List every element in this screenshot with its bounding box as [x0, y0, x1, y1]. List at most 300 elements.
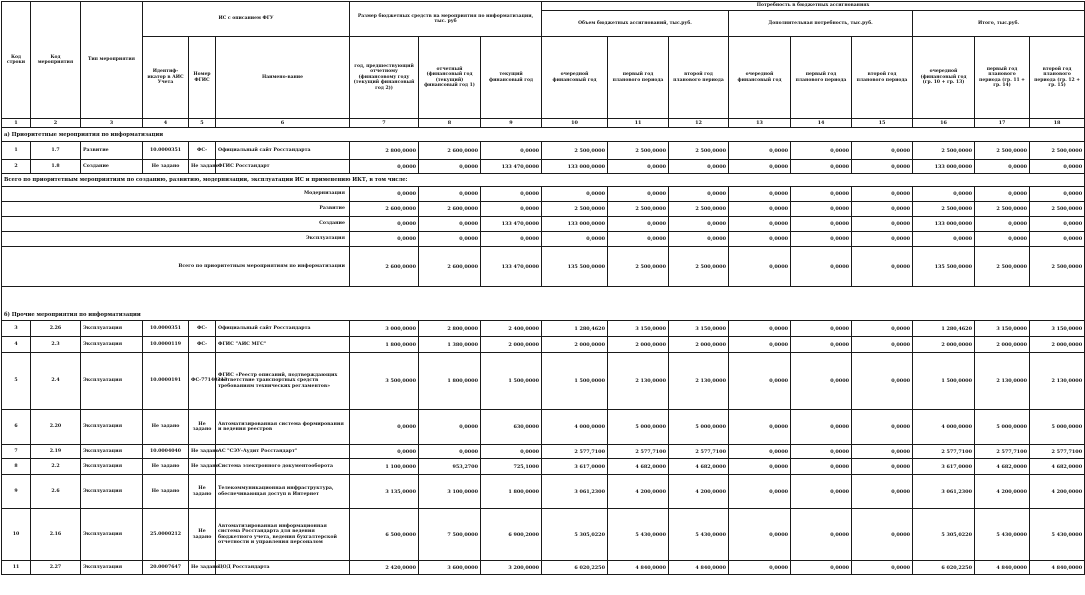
cell-code: 2.2: [31, 459, 81, 475]
cell-value: 4 682,0000: [608, 459, 669, 475]
cell-value: 3 150,0000: [975, 321, 1030, 337]
cell-fgis: Не задано: [189, 459, 216, 475]
cell-row-no: 4: [2, 337, 31, 353]
cell-value: 1 100,0000: [350, 459, 419, 475]
table-row: [2, 337, 1085, 353]
cell-value: 0,0000: [729, 187, 791, 202]
cell-row-no: 11: [2, 561, 31, 575]
table-row: [2, 353, 1085, 410]
cell-value: 2 500,0000: [1030, 142, 1085, 160]
cell-type: Эксплуатация: [81, 353, 143, 410]
cell-value: 0,0000: [791, 509, 852, 561]
cell-value: 1 800,0000: [350, 337, 419, 353]
cell-value: 0,0000: [481, 202, 542, 217]
cell-value: 2 500,0000: [1030, 247, 1085, 287]
table-row: [2, 561, 1085, 575]
header-is-id: Идентиф-икатор в АИС Учета: [143, 37, 189, 119]
cell-value: 0,0000: [481, 232, 542, 247]
cell-name: АС "СЭУ-Аудит Росстандарт": [216, 445, 350, 459]
cell-value: 0,0000: [791, 337, 852, 353]
col-number: 3: [81, 119, 143, 128]
cell-row-no: 2: [2, 160, 31, 174]
cell-value: 3 061,2300: [542, 475, 608, 509]
cell-code: 1.7: [31, 142, 81, 160]
cell-value: 0,0000: [481, 445, 542, 459]
header-general-first: первый год планового периода: [608, 37, 669, 119]
cell-fgis: Не задано: [189, 445, 216, 459]
cell-value: 4 200,0000: [669, 475, 729, 509]
header-row-no: Код строки: [2, 2, 31, 119]
cell-type: Эксплуатация: [81, 321, 143, 337]
cell-value: 133 000,0000: [913, 217, 975, 232]
col-number: 5: [189, 119, 216, 128]
table-row: [2, 445, 1085, 459]
cell-value: 2 577,7100: [1030, 445, 1085, 459]
cell-value: 0,0000: [419, 160, 481, 174]
cell-value: 1 500,0000: [481, 353, 542, 410]
cell-value: 0,0000: [542, 232, 608, 247]
cell-value: 2 577,7100: [608, 445, 669, 459]
header-is-name: Наимено-вание: [216, 37, 350, 119]
cell-type: Эксплуатация: [81, 509, 143, 561]
cell-row-no: 5: [2, 353, 31, 410]
cell-value: 2 600,0000: [350, 202, 419, 217]
cell-type: Создание: [81, 160, 143, 174]
header-is-group: ИС с описанием ФГУ: [143, 2, 350, 37]
cell-value: 0,0000: [481, 187, 542, 202]
cell-id: 25.0000212: [143, 509, 189, 561]
header-total-second: второй год планового периода (гр. 12 + гр. 15): [1030, 37, 1085, 119]
cell-fgis: ФС-: [189, 321, 216, 337]
cell-value: 2 577,7100: [542, 445, 608, 459]
cell-id: 20.0007647: [143, 561, 189, 575]
header-extra-first: первый год планового периода: [791, 37, 852, 119]
cell-value: 1 280,4620: [542, 321, 608, 337]
table-row: [2, 142, 1085, 160]
cell-code: 2.26: [31, 321, 81, 337]
cell-code: 1.8: [31, 160, 81, 174]
col-number: 2: [31, 119, 81, 128]
cell-value: 0,0000: [852, 187, 913, 202]
header-funds-group: Размер бюджетных средств на мероприятия по информатизации, тыс. руб: [350, 2, 542, 37]
cell-value: 0,0000: [729, 353, 791, 410]
cell-value: 2 130,0000: [1030, 353, 1085, 410]
cell-value: 2 600,0000: [419, 247, 481, 287]
header-need-general: Объем бюджетных ассигнований, тыс.руб.: [542, 11, 729, 37]
cell-value: 5 430,0000: [1030, 509, 1085, 561]
col-number: 13: [729, 119, 791, 128]
cell-value: 0,0000: [1030, 187, 1085, 202]
total-label: Всего по приоритетным мероприятиям по информатизации: [2, 247, 350, 287]
header-total-next: очередной (финансовый год (гр. 10 + гр. 13): [913, 37, 975, 119]
header-is-fgis: Номер ФГИС: [189, 37, 216, 119]
col-number: 11: [608, 119, 669, 128]
table-row: [2, 160, 1085, 174]
cell-id: 10.0000351: [143, 321, 189, 337]
cell-name: ФГИС "АИС МГС": [216, 337, 350, 353]
cell-value: 0,0000: [791, 202, 852, 217]
col-number: 7: [350, 119, 419, 128]
cell-value: 0,0000: [975, 232, 1030, 247]
cell-value: 2 500,0000: [669, 247, 729, 287]
header-measure-type: Тип мероприятия: [81, 2, 143, 119]
cell-value: 0,0000: [729, 247, 791, 287]
table-row: [2, 509, 1085, 561]
cell-value: 953,2700: [419, 459, 481, 475]
cell-value: 0,0000: [419, 217, 481, 232]
cell-value: 0,0000: [791, 217, 852, 232]
cell-value: 0,0000: [791, 321, 852, 337]
cell-value: 0,0000: [852, 142, 913, 160]
cell-value: 6 500,0000: [350, 509, 419, 561]
cell-value: 133 000,0000: [913, 160, 975, 174]
cell-value: 0,0000: [791, 410, 852, 445]
cell-value: 0,0000: [852, 509, 913, 561]
cell-value: 2 500,0000: [542, 202, 608, 217]
summary-label: Создание: [2, 217, 350, 232]
cell-name: Официальный сайт Росстандарта: [216, 142, 350, 160]
cell-value: 0,0000: [852, 475, 913, 509]
header-total-first: первый год планового периода (гр. 11 + гр. 14): [975, 37, 1030, 119]
budget-table: [1, 1, 1085, 575]
summary-row: [2, 217, 1085, 232]
cell-value: 0,0000: [975, 217, 1030, 232]
col-number: 18: [1030, 119, 1085, 128]
table-row: [2, 475, 1085, 509]
header-need-total: Итого, тыс.руб.: [913, 11, 1085, 37]
cell-value: 2 000,0000: [913, 337, 975, 353]
col-number: 1: [2, 119, 31, 128]
header-extra-next: очередной финансовый год: [729, 37, 791, 119]
cell-value: 0,0000: [852, 353, 913, 410]
cell-value: 2 420,0000: [350, 561, 419, 575]
cell-code: 2.27: [31, 561, 81, 575]
cell-value: 133 000,0000: [542, 160, 608, 174]
cell-value: 0,0000: [729, 445, 791, 459]
cell-value: 1 800,0000: [481, 475, 542, 509]
cell-value: 6 900,2000: [481, 509, 542, 561]
table-row: [2, 459, 1085, 475]
cell-value: 0,0000: [852, 247, 913, 287]
cell-value: 135 500,0000: [542, 247, 608, 287]
cell-code: 2.4: [31, 353, 81, 410]
cell-value: 0,0000: [729, 142, 791, 160]
cell-value: 0,0000: [350, 160, 419, 174]
cell-value: 2 000,0000: [608, 337, 669, 353]
cell-value: 2 577,7100: [669, 445, 729, 459]
col-number: 16: [913, 119, 975, 128]
header-funds-current: текущий финансовый год: [481, 37, 542, 119]
summary-label: Эксплуатация: [2, 232, 350, 247]
cell-value: 5 430,0000: [608, 509, 669, 561]
cell-value: 0,0000: [791, 187, 852, 202]
cell-value: 0,0000: [729, 321, 791, 337]
section-b-title: б) Прочие мероприятия по информатизации: [2, 287, 1085, 321]
cell-fgis: ФС-: [189, 142, 216, 160]
cell-value: 2 000,0000: [542, 337, 608, 353]
cell-value: 0,0000: [791, 445, 852, 459]
cell-value: 0,0000: [852, 561, 913, 575]
col-number: 4: [143, 119, 189, 128]
cell-name: ФГИС Росстандарт: [216, 160, 350, 174]
cell-value: 3 150,0000: [1030, 321, 1085, 337]
cell-value: 133 000,0000: [542, 217, 608, 232]
cell-id: 10.0000119: [143, 337, 189, 353]
cell-value: 3 600,0000: [419, 561, 481, 575]
cell-value: 0,0000: [791, 459, 852, 475]
cell-value: 0,0000: [1030, 160, 1085, 174]
cell-value: 6 020,2250: [542, 561, 608, 575]
cell-type: Эксплуатация: [81, 337, 143, 353]
cell-value: 2 500,0000: [975, 247, 1030, 287]
cell-value: 133 470,0000: [481, 217, 542, 232]
col-number: 6: [216, 119, 350, 128]
cell-value: 0,0000: [852, 459, 913, 475]
cell-id: Не задано: [143, 160, 189, 174]
summary-label: Модернизация: [2, 187, 350, 202]
cell-value: 2 500,0000: [608, 247, 669, 287]
cell-value: 2 500,0000: [975, 202, 1030, 217]
cell-value: 0,0000: [913, 232, 975, 247]
cell-value: 1 280,4620: [913, 321, 975, 337]
cell-value: 5 305,0220: [542, 509, 608, 561]
col-number: 9: [481, 119, 542, 128]
cell-value: 0,0000: [350, 445, 419, 459]
cell-id: 10.0004040: [143, 445, 189, 459]
cell-code: 2.6: [31, 475, 81, 509]
cell-value: 2 130,0000: [975, 353, 1030, 410]
cell-value: 2 500,0000: [1030, 202, 1085, 217]
cell-fgis: Не задано: [189, 160, 216, 174]
summary-row: [2, 187, 1085, 202]
cell-value: 0,0000: [729, 459, 791, 475]
cell-value: 0,0000: [729, 160, 791, 174]
cell-value: 2 130,0000: [608, 353, 669, 410]
cell-code: 2.20: [31, 410, 81, 445]
cell-value: 4 200,0000: [975, 475, 1030, 509]
cell-value: 1 800,0000: [419, 353, 481, 410]
cell-value: 133 470,0000: [481, 247, 542, 287]
cell-value: 0,0000: [1030, 232, 1085, 247]
header-need-extra: Дополнительная потребность, тыс.руб.: [729, 11, 913, 37]
cell-value: 0,0000: [913, 187, 975, 202]
cell-value: 3 500,0000: [350, 353, 419, 410]
col-number: 8: [419, 119, 481, 128]
cell-value: 0,0000: [608, 160, 669, 174]
cell-value: 4 840,0000: [669, 561, 729, 575]
table-row: [2, 410, 1085, 445]
cell-value: 0,0000: [791, 561, 852, 575]
header-funds-prev: год, предшествующий отчетному (финансовому году (текущий финансовый год 2)): [350, 37, 419, 119]
cell-value: 0,0000: [791, 232, 852, 247]
cell-value: 4 682,0000: [669, 459, 729, 475]
cell-value: 0,0000: [975, 160, 1030, 174]
cell-value: 3 061,2300: [913, 475, 975, 509]
cell-value: 2 500,0000: [975, 142, 1030, 160]
cell-value: 2 000,0000: [1030, 337, 1085, 353]
cell-value: 0,0000: [852, 232, 913, 247]
cell-value: 0,0000: [729, 202, 791, 217]
col-number: 15: [852, 119, 913, 128]
cell-value: 4 682,0000: [1030, 459, 1085, 475]
cell-value: 2 500,0000: [913, 202, 975, 217]
cell-value: 0,0000: [729, 232, 791, 247]
cell-value: 5 000,0000: [975, 410, 1030, 445]
cell-value: 3 150,0000: [669, 321, 729, 337]
cell-type: Эксплуатация: [81, 445, 143, 459]
cell-id: Не задано: [143, 410, 189, 445]
cell-row-no: 7: [2, 445, 31, 459]
cell-value: 0,0000: [350, 410, 419, 445]
cell-value: 3 135,0000: [350, 475, 419, 509]
cell-row-no: 6: [2, 410, 31, 445]
cell-row-no: 9: [2, 475, 31, 509]
cell-name: Официальный сайт Росстандарта: [216, 321, 350, 337]
cell-value: 2 500,0000: [669, 202, 729, 217]
cell-value: 0,0000: [729, 509, 791, 561]
cell-value: 0,0000: [419, 232, 481, 247]
cell-value: 0,0000: [608, 187, 669, 202]
cell-value: 4 682,0000: [975, 459, 1030, 475]
cell-value: 0,0000: [975, 187, 1030, 202]
cell-value: 2 500,0000: [608, 202, 669, 217]
cell-value: 5 000,0000: [1030, 410, 1085, 445]
cell-value: 0,0000: [350, 187, 419, 202]
cell-value: 5 000,0000: [608, 410, 669, 445]
cell-type: Эксплуатация: [81, 475, 143, 509]
cell-value: 2 400,0000: [481, 321, 542, 337]
col-number: 10: [542, 119, 608, 128]
cell-value: 4 200,0000: [608, 475, 669, 509]
cell-row-no: 1: [2, 142, 31, 160]
cell-name: ФГИС «Реестр описаний, подтверждающих соответствие транспортных средств требованиям технических регламентов»: [216, 353, 350, 410]
cell-code: 2.19: [31, 445, 81, 459]
cell-value: 2 600,0000: [350, 247, 419, 287]
cell-value: 0,0000: [669, 160, 729, 174]
cell-value: 0,0000: [852, 410, 913, 445]
cell-value: 0,0000: [729, 475, 791, 509]
cell-value: 630,0000: [481, 410, 542, 445]
header-extra-second: второй год планового периода: [852, 37, 913, 119]
cell-value: 3 617,0000: [542, 459, 608, 475]
cell-fgis: Не задано: [189, 410, 216, 445]
cell-value: 0,0000: [542, 187, 608, 202]
cell-value: 2 577,7100: [913, 445, 975, 459]
cell-value: 0,0000: [669, 232, 729, 247]
cell-type: Эксплуатация: [81, 410, 143, 445]
cell-id: Не задано: [143, 459, 189, 475]
cell-fgis: ФС-: [189, 337, 216, 353]
cell-value: 0,0000: [729, 337, 791, 353]
cell-row-no: 10: [2, 509, 31, 561]
cell-value: 4 840,0000: [608, 561, 669, 575]
cell-value: 4 200,0000: [1030, 475, 1085, 509]
cell-value: 0,0000: [729, 217, 791, 232]
cell-value: 5 430,0000: [669, 509, 729, 561]
cell-value: 3 100,0000: [419, 475, 481, 509]
cell-value: 4 000,0000: [913, 410, 975, 445]
cell-value: 0,0000: [419, 445, 481, 459]
cell-id: 10.0000351: [143, 142, 189, 160]
cell-fgis: Не задано: [189, 509, 216, 561]
cell-value: 0,0000: [419, 187, 481, 202]
cell-value: 0,0000: [852, 337, 913, 353]
cell-value: 2 600,0000: [419, 142, 481, 160]
cell-value: 0,0000: [1030, 217, 1085, 232]
cell-value: 2 800,0000: [350, 142, 419, 160]
cell-value: 0,0000: [350, 232, 419, 247]
cell-value: 0,0000: [350, 217, 419, 232]
cell-value: 0,0000: [791, 160, 852, 174]
cell-name: Автоматизированная система формирования и ведения реестров: [216, 410, 350, 445]
cell-value: 3 200,0000: [481, 561, 542, 575]
cell-value: 2 500,0000: [913, 142, 975, 160]
summary-row: [2, 202, 1085, 217]
cell-value: 133 470,0000: [481, 160, 542, 174]
cell-value: 6 020,2250: [913, 561, 975, 575]
cell-value: 0,0000: [791, 475, 852, 509]
cell-value: 1 500,0000: [542, 353, 608, 410]
cell-value: 3 000,0000: [350, 321, 419, 337]
cell-value: 0,0000: [608, 217, 669, 232]
cell-value: 1 380,0000: [419, 337, 481, 353]
cell-type: Эксплуатация: [81, 561, 143, 575]
cell-value: 3 150,0000: [608, 321, 669, 337]
cell-value: 0,0000: [852, 445, 913, 459]
cell-name: ЦОД Росстандарта: [216, 561, 350, 575]
cell-value: 2 800,0000: [419, 321, 481, 337]
cell-value: 0,0000: [729, 410, 791, 445]
cell-fgis: Не задано: [189, 475, 216, 509]
cell-value: 3 617,0000: [913, 459, 975, 475]
cell-value: 0,0000: [852, 202, 913, 217]
cell-id: 10.0000191: [143, 353, 189, 410]
cell-code: 2.3: [31, 337, 81, 353]
cell-value: 0,0000: [791, 142, 852, 160]
cell-value: 2 130,0000: [669, 353, 729, 410]
cell-row-no: 8: [2, 459, 31, 475]
cell-value: 725,1000: [481, 459, 542, 475]
cell-value: 1 500,0000: [913, 353, 975, 410]
cell-value: 0,0000: [481, 142, 542, 160]
header-measure-code: Код мероприятия: [31, 2, 81, 119]
cell-value: 0,0000: [669, 187, 729, 202]
col-number: 14: [791, 119, 852, 128]
summary-label: Развитие: [2, 202, 350, 217]
cell-value: 2 577,7100: [975, 445, 1030, 459]
total-row: [2, 247, 1085, 287]
col-number: 12: [669, 119, 729, 128]
cell-value: 0,0000: [791, 353, 852, 410]
cell-code: 2.16: [31, 509, 81, 561]
cell-value: 5 430,0000: [975, 509, 1030, 561]
header-general-second: второй год планового периода: [669, 37, 729, 119]
cell-name: Автоматизированная информационная система Росстандарта для ведения бюджетного учета, ведения бухгалтерской отчетности и управления персоналом: [216, 509, 350, 561]
cell-row-no: 3: [2, 321, 31, 337]
cell-value: 0,0000: [729, 561, 791, 575]
cell-value: 0,0000: [852, 321, 913, 337]
cell-value: 4 000,0000: [542, 410, 608, 445]
header-funds-report: отчетный (финансовый год (текущий) финансовый год 1): [419, 37, 481, 119]
summary-row: [2, 232, 1085, 247]
cell-type: Эксплуатация: [81, 459, 143, 475]
summary-title: Всего по приоритетным мероприятиям по созданию, развитию, модернизации, эксплуатации ИС и применению ИКТ, в том числе:: [2, 174, 1085, 187]
cell-value: 2 600,0000: [419, 202, 481, 217]
cell-value: 5 305,0220: [913, 509, 975, 561]
cell-value: 0,0000: [419, 410, 481, 445]
cell-value: 2 000,0000: [481, 337, 542, 353]
header-need-group: Потребность в бюджетных ассигнованиях: [542, 2, 1085, 11]
